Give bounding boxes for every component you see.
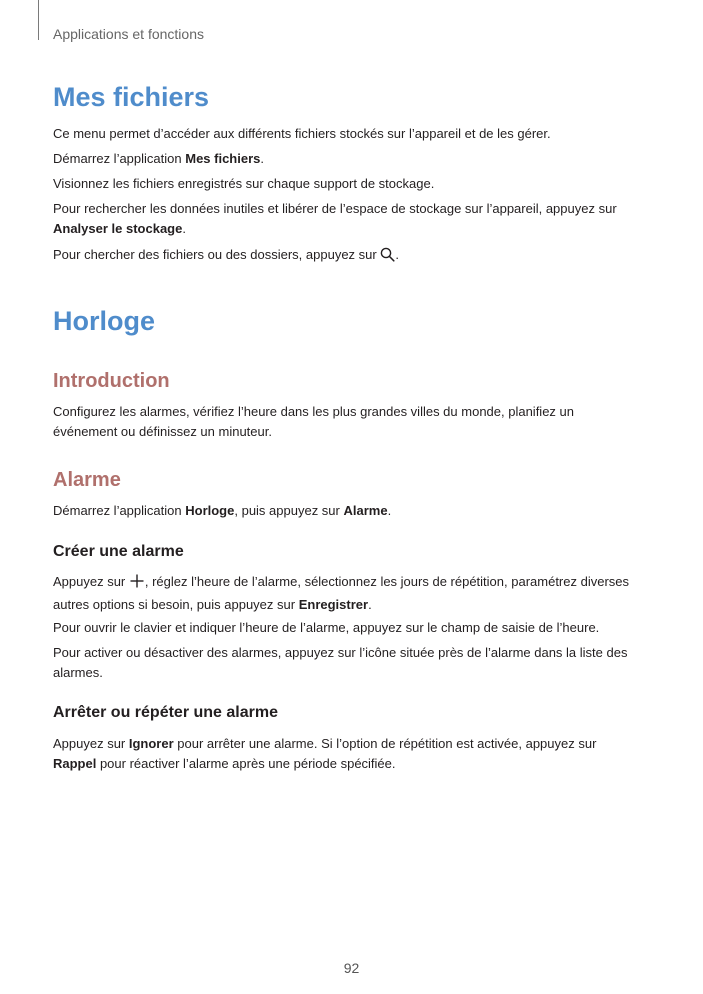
search-icon <box>380 247 395 268</box>
heading-arreter-ou-repeter: Arrêter ou répéter une alarme <box>53 704 278 721</box>
app-name: Horloge <box>185 503 235 518</box>
running-head: Applications et fonctions <box>53 26 204 42</box>
paragraph: Appuyez sur , réglez l’heure de l’alarme, sélectionnez les jours de répétition, paramétrez diverses autres options si besoin, puis appuyez sur Enregistrer. <box>53 574 630 612</box>
button-name: Rappel <box>53 756 97 771</box>
paragraph: Ce menu permet d’accéder aux différents fichiers stockés sur l’appareil et de les gérer. <box>53 126 551 141</box>
button-name: Enregistrer <box>298 597 369 612</box>
subsection-title-introduction: Introduction <box>53 370 170 392</box>
paragraph: Démarrez l’application Horloge, puis appuyez sur Alarme. <box>53 503 392 518</box>
paragraph: Appuyez sur Ignorer pour arrêter une alarme. Si l’option de répétition est activée, appuyez sur Rappel pour réactiver l’alarme après une période spécifiée. <box>53 736 597 771</box>
button-name: Ignorer <box>128 736 174 751</box>
paragraph: Démarrez l’application Mes fichiers. <box>53 151 265 166</box>
paragraph: Pour chercher des fichiers ou des dossiers, appuyez sur . <box>53 245 653 268</box>
header-rule <box>38 0 39 40</box>
section-title-horloge: Horloge <box>53 306 156 336</box>
plus-icon <box>129 573 145 595</box>
paragraph: Visionnez les fichiers enregistrés sur chaque support de stockage. <box>53 176 435 191</box>
app-name: Mes fichiers <box>185 151 261 166</box>
paragraph: Pour activer ou désactiver des alarmes, appuyez sur l’icône située près de l’alarme dans la liste des alarmes. <box>53 645 628 680</box>
heading-creer-une-alarme: Créer une alarme <box>53 543 184 560</box>
paragraph: Pour ouvrir le clavier et indiquer l’heure de l’alarme, appuyez sur le champ de saisie de l’heure. <box>53 620 600 635</box>
page-number: 92 <box>343 960 360 976</box>
paragraph: Pour rechercher les données inutiles et libérer de l’espace de stockage sur l’appareil, appuyez sur Analyser le stockage. <box>53 201 617 236</box>
paragraph: Configurez les alarmes, vérifiez l’heure dans les plus grandes villes du monde, planifiez un événement ou définissez un minuteur. <box>53 404 574 439</box>
subsection-title-alarme: Alarme <box>53 469 121 491</box>
tab-name: Alarme <box>343 503 388 518</box>
option-name: Analyser le stockage <box>53 221 183 236</box>
section-title-mes-fichiers: Mes fichiers <box>53 82 210 112</box>
